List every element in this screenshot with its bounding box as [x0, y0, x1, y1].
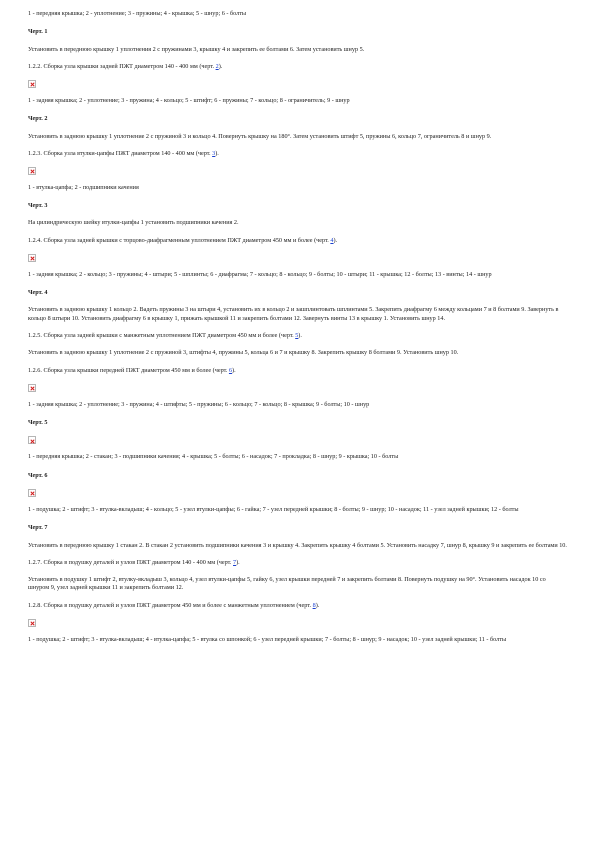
text: 1.2.7. Сборка в подушку деталей и узлов ПЖТ диаметром 140 - 400 мм (черт. [28, 558, 234, 566]
text: 1.2.8. Сборка в подушку деталей и узлов ПЖТ диаметром 450 мм и более с манжетным уплотнением (черт. [28, 601, 313, 609]
figure-label [28, 289, 568, 298]
text: 1.2.6. Сборка узла крышки передней ПЖТ диаметром 450 мм и более (черт. [28, 366, 229, 374]
text: ). [315, 601, 320, 609]
chart-link[interactable]: 6 [228, 366, 233, 374]
figure-caption [28, 636, 568, 645]
broken-image-icon [28, 489, 36, 497]
text: Черт. 3 [28, 202, 48, 210]
text: 1 - подушка; 2 - штифт; 3 - втулка-вкладыш; 4 - втулка-цапфа; 5 - втулка со шпонкой; 6 - узел передней крышки; 7 - болты; 8 - шнур; 9 - насадок; 10 - узел задней крышки; 11 - болты [28, 635, 507, 643]
figure-label [28, 202, 568, 211]
section-heading [28, 559, 568, 568]
figure-caption [28, 271, 568, 280]
figure-caption [28, 184, 568, 193]
text: ). [232, 366, 236, 374]
text: Черт. 5 [28, 419, 48, 427]
section-heading [28, 63, 568, 72]
text: Черт. 7 [28, 524, 48, 532]
text: 1 - втулка-цапфа; 2 - подшипники качения [28, 183, 139, 191]
section-heading [28, 367, 568, 376]
broken-image-icon [28, 384, 36, 392]
figure-label [28, 472, 568, 481]
chart-link[interactable]: 3 [212, 149, 216, 157]
text: Установить в заднюю крышку 1 уплотнение 2 с пружиной 3 и кольцо 4. Повернуть крышку на 180°. Затем установить штифт 5, пружины 6, кольцо 7, ограничитель 8 и шнур 9. [28, 132, 492, 140]
broken-image-icon [28, 254, 36, 262]
document-body [28, 10, 568, 654]
paragraph [28, 219, 568, 228]
text: 1 - задняя крышка; 2 - уплотнение; 3 - пружина; 4 - кольцо; 5 - штифт; 6 - пружины; 7 - кольцо; 8 - ограничитель; 9 - шнур [28, 96, 350, 104]
paragraph [28, 349, 568, 358]
paragraph [28, 306, 568, 323]
figure-label [28, 524, 568, 533]
text: 1.2.4. Сборка узла задней крышки с торцово-диафрагменным уплотнением ПЖТ диаметром 450 мм и более (черт. [28, 236, 331, 244]
text: ). [298, 332, 302, 340]
figure-caption [28, 453, 568, 462]
figure-caption [28, 401, 568, 410]
text: 1 - задняя крышка; 2 - кольцо; 3 - пружины; 4 - штыри; 5 - шплинты; 6 - диафрагма; 7 - кольцо; 8 - кольцо; 9 - болты; 10 - штыри; 11 - крышка; 12 - болты; 13 - винты; 14 - шнур [28, 270, 492, 278]
figure-label [28, 115, 568, 124]
section-heading [28, 237, 568, 246]
section-heading [28, 602, 568, 611]
paragraph [28, 133, 568, 142]
text: ). [333, 236, 338, 244]
chart-link[interactable]: 8 [312, 601, 316, 609]
text: 1 - подушка; 2 - штифт; 3 - втулка-вкладыш; 4 - кольцо; 5 - узел втулки-цапфы; 6 - гайка; 7 - узел передней крышки; 8 - болты; 9 - шнур; 10 - насадок; 11 - узел задней крышки; 12 - болты [28, 505, 519, 513]
text: На цилиндрическую шейку втулки-цапфы 1 установить подшипники качения 2. [28, 219, 239, 227]
figure-label [28, 28, 568, 37]
chart-link[interactable]: 7 [233, 558, 237, 566]
text: Черт. 6 [28, 471, 48, 479]
broken-image-icon [28, 619, 36, 627]
text: 1 - передняя крышка; 2 - уплотнение; 3 - пружины; 4 - крышка; 5 - шнур; 6 - болты [28, 10, 247, 17]
figure-label [28, 419, 568, 428]
text: 1.2.2. Сборка узла крышки задней ПЖТ диаметром 140 - 400 мм (черт. [28, 62, 216, 70]
text: Установить в заднюю крышку 1 кольцо 2. Вадеть пружины 3 на штыри 4, установить их в кольцо 2 и зашплинтовать шплинтами 5. Закрепить диафрагму 6 между кольцами 7 и 8 болтами 9. Завернуть в кольцо 8 штыри 10. Установить диафрагму 6 в крышку 1, прижать крышкой 11 и закрепить болтами 12. Завернуть винты 13 в крышку 1. Установить шнур 14. [28, 306, 559, 323]
broken-image-icon [28, 436, 36, 444]
chart-link[interactable]: 4 [330, 236, 334, 244]
chart-link[interactable]: 5 [295, 332, 299, 340]
figure-caption [28, 10, 568, 19]
broken-image-icon [28, 167, 36, 175]
paragraph [28, 576, 568, 593]
text: 1 - задняя крышка; 2 - уплотнение; 3 - пружина; 4 - штифты; 5 - пружины; 6 - кольцо; 7 - кольцо; 8 - крышка; 9 - болты; 10 - шнур [28, 400, 370, 408]
text: 1 - передняя крышка; 2 - стакан; 3 - подшипники качения; 4 - крышка; 5 - болты; 6 - насадок; 7 - прокладка; 8 - шнур; 9 - крышка; 10 - болты [28, 453, 399, 461]
text: ). [215, 149, 219, 157]
section-heading [28, 150, 568, 159]
text: Установить в заднюю крышку 1 уплотнение 2 с пружиной 3, штифты 4, пружины 5, кольца 6 и 7 и крышку 8. Закрепить крышку 8 болтами 9. Установить шнур 10. [28, 349, 459, 357]
figure-caption [28, 97, 568, 106]
chart-link[interactable]: 2 [215, 62, 219, 70]
paragraph [28, 46, 568, 55]
paragraph [28, 542, 568, 551]
text: Установить в подушку 1 штифт 2, втулку-вкладыш 3, кольцо 4, узел втулки-цапфы 5, гайку 6, узел крышки передней 7 и закрепить болтами 8. Повернуть подушку на 90°. Установить насадок 10 со шнуром 9, узел задней крышки 11 и закрепить болтами 12. [28, 575, 546, 592]
section-heading [28, 332, 568, 341]
text: Черт. 1 [28, 28, 48, 36]
text: Установить в переднюю крышку 1 стакан 2. В стакан 2 установить подшипники качения 3 и крышку 4. Закрепить крышку 4 болтами 5. Установить насадку 7, шнур 8, крышку 9 и закрепить ее болтами 10. [28, 541, 567, 549]
text: 1.2.3. Сборка узла втулки-цапфы ПЖТ диаметром 140 - 400 мм (черт. [28, 149, 213, 157]
text: ). [218, 62, 223, 70]
figure-caption [28, 506, 568, 515]
text: Установить в переднюю крышку 1 уплотнения 2 с пружинами 3, крышку 4 и закрепить ее болтами 6. Затем установить шнур 5. [28, 45, 365, 53]
text: 1.2.5. Сборка узла задней крышки с манжетным уплотнением ПЖТ диаметром 450 мм и более (черт. [28, 332, 296, 340]
broken-image-icon [28, 80, 36, 88]
text: ). [236, 558, 240, 566]
text: Черт. 4 [28, 289, 48, 297]
text: Черт. 2 [28, 115, 48, 123]
